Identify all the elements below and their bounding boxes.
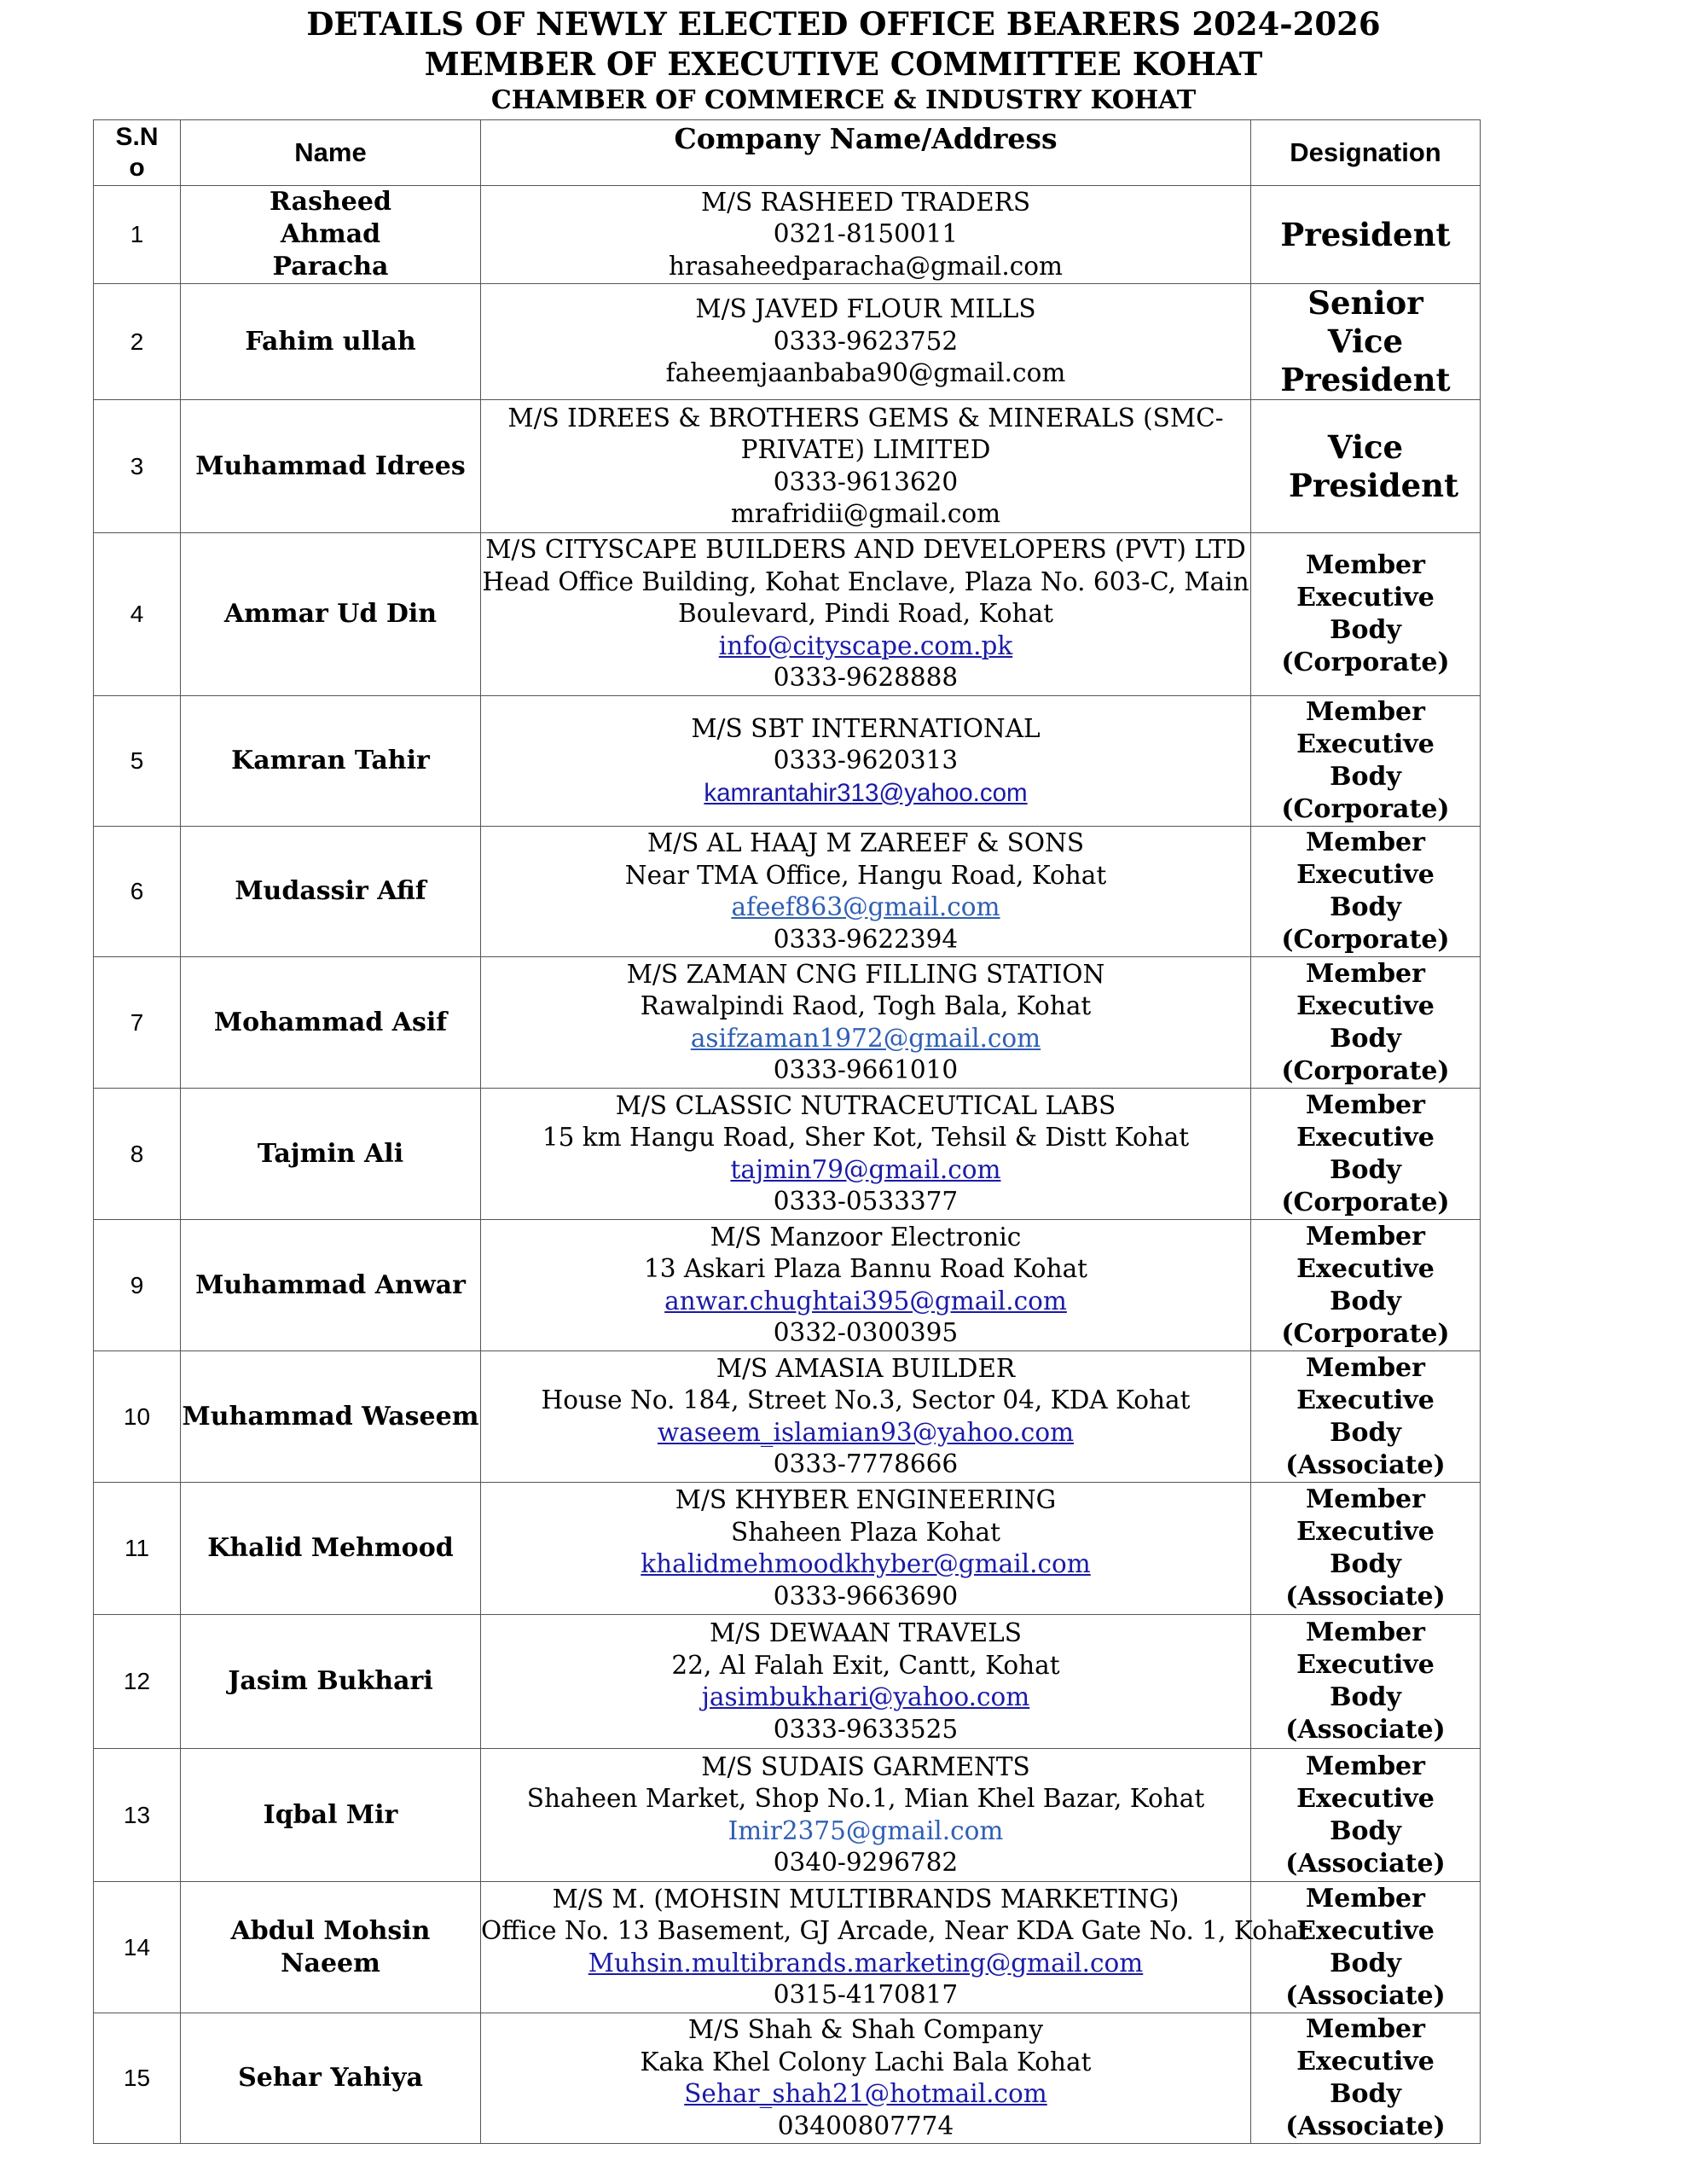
company-address: Office No. 13 Basement, GJ Arcade, Near KDA Gate No. 1, Kohat: [481, 1916, 1309, 1945]
company-email-link[interactable]: Imir2375@gmail.com: [728, 1815, 1004, 1845]
cell-company: [481, 186, 1251, 284]
cell-sno: 4: [94, 533, 181, 696]
company-phone: 0333-7778666: [773, 1449, 959, 1478]
company-name: M/S RASHEED TRADERS: [700, 187, 1031, 217]
title-line-3: CHAMBER OF COMMERCE & INDUSTRY KOHAT: [490, 85, 1197, 115]
cell-sno: 8: [94, 1089, 181, 1220]
company-name: M/S SBT INTERNATIONAL: [691, 713, 1041, 743]
cell-name: Mudassir Afif: [181, 827, 481, 957]
cell-sno: 7: [94, 957, 181, 1089]
cell-company: [481, 827, 1251, 957]
company-email-link[interactable]: Muhsin.multibrands.marketing@gmail.com: [588, 1948, 1144, 1978]
company-phone: 03400807774: [777, 2111, 954, 2140]
company-name: M/S M. (MOHSIN MULTIBRANDS MARKETING): [552, 1884, 1180, 1914]
company-name: M/S KHYBER ENGINEERING: [675, 1485, 1057, 1514]
company-phone: 0333-9613620: [773, 467, 959, 497]
company-address-cont: Boulevard, Pindi Road, Kohat: [678, 599, 1053, 629]
cell-name: Abdul Mohsin Naeem: [181, 1882, 481, 2013]
cell-sno: 3: [94, 400, 181, 533]
cell-designation: Member Executive Body (Associate): [1251, 1483, 1481, 1615]
cell-company: [481, 1483, 1251, 1615]
cell-name: Iqbal Mir: [181, 1749, 481, 1882]
cell-sno: 11: [94, 1483, 181, 1615]
cell-company: [481, 533, 1251, 696]
cell-name: Muhammad Waseem: [181, 1351, 481, 1483]
cell-sno: 13: [94, 1749, 181, 1882]
office-bearers-table: [93, 119, 1481, 2144]
cell-designation: President: [1251, 186, 1481, 284]
company-email-link[interactable]: kamrantahir313@yahoo.com: [704, 778, 1028, 807]
cell-company: [481, 2013, 1251, 2144]
table-row: [94, 1615, 1481, 1749]
cell-designation: Member Executive Body (Corporate): [1251, 1089, 1481, 1220]
cell-sno: 9: [94, 1220, 181, 1351]
cell-name: Muhammad Anwar: [181, 1220, 481, 1351]
company-phone: 0340-9296782: [773, 1848, 959, 1877]
cell-company: [481, 1220, 1251, 1351]
company-address: Kaka Khel Colony Lachi Bala Kohat: [640, 2047, 1092, 2077]
cell-name: Mohammad Asif: [181, 957, 481, 1089]
cell-designation: Member Executive Body (Corporate): [1251, 533, 1481, 696]
company-address: Near TMA Office, Hangu Road, Kohat: [624, 860, 1107, 890]
company-address: Shaheen Market, Shop No.1, Mian Khel Bazar, Kohat: [526, 1784, 1205, 1813]
company-phone: 0333-0533377: [773, 1187, 959, 1216]
cell-name: Tajmin Ali: [181, 1089, 481, 1220]
cell-name: Khalid Mehmood: [181, 1483, 481, 1615]
company-name: M/S AL HAAJ M ZAREEF & SONS: [646, 828, 1085, 857]
company-phone: 0333-9620313: [773, 746, 959, 775]
company-name: M/S AMASIA BUILDER: [716, 1353, 1016, 1383]
table-row: [94, 1351, 1481, 1483]
company-address: Head Office Building, Kohat Enclave, Plaza No. 603-C, Main: [482, 566, 1249, 596]
company-email-link[interactable]: tajmin79@gmail.com: [730, 1154, 1001, 1184]
company-address: 13 Askari Plaza Bannu Road Kohat: [643, 1254, 1088, 1283]
cell-name: Rasheed Ahmad Paracha: [181, 186, 481, 284]
cell-designation: Member Executive Body (Associate): [1251, 1351, 1481, 1483]
table-row: [94, 696, 1481, 827]
company-address: Shaheen Plaza Kohat: [731, 1517, 1000, 1547]
company-email-link[interactable]: info@cityscape.com.pk: [718, 630, 1013, 660]
cell-name: Kamran Tahir: [181, 696, 481, 827]
table-row: [94, 827, 1481, 957]
table-row: [94, 400, 1481, 533]
cell-designation: Member Executive Body (Corporate): [1251, 827, 1481, 957]
company-name: M/S CITYSCAPE BUILDERS AND DEVELOPERS (PVT) LTD: [485, 535, 1246, 565]
header-designation: Designation: [1251, 120, 1481, 186]
table-header-row: [94, 120, 1481, 186]
company-name: M/S CLASSIC NUTRACEUTICAL LABS: [615, 1090, 1116, 1120]
company-phone: 0333-9661010: [773, 1055, 959, 1084]
cell-designation: Member Executive Body (Associate): [1251, 1749, 1481, 1882]
cell-name: Ammar Ud Din: [181, 533, 481, 696]
company-email-link[interactable]: jasimbukhari@yahoo.com: [701, 1682, 1030, 1711]
cell-name: Sehar Yahiya: [181, 2013, 481, 2144]
cell-designation: Senior Vice President: [1251, 284, 1481, 400]
title-line-1: DETAILS OF NEWLY ELECTED OFFICE BEARERS 2024-2026: [306, 5, 1381, 43]
company-address: 22, Al Falah Exit, Cantt, Kohat: [671, 1650, 1060, 1680]
company-email: hrasaheedparacha@gmail.com: [669, 251, 1063, 281]
cell-sno: 5: [94, 696, 181, 827]
company-phone: 0333-9663690: [773, 1581, 959, 1611]
cell-sno: 12: [94, 1615, 181, 1749]
cell-company: [481, 400, 1251, 533]
table-row: [94, 533, 1481, 696]
table-row: [94, 1220, 1481, 1351]
company-email-link[interactable]: asifzaman1972@gmail.com: [690, 1023, 1041, 1053]
company-phone: 0333-9623752: [773, 326, 959, 356]
cell-name: Fahim ullah: [181, 284, 481, 400]
company-email-link[interactable]: Sehar_shah21@hotmail.com: [684, 2079, 1047, 2108]
company-email-link[interactable]: waseem_islamian93@yahoo.com: [657, 1417, 1075, 1447]
header-name: Name: [181, 120, 481, 186]
cell-sno: 1: [94, 186, 181, 284]
cell-designation: Vice President: [1251, 400, 1481, 533]
cell-company: [481, 284, 1251, 400]
cell-company: [481, 1749, 1251, 1882]
cell-company: [481, 1351, 1251, 1483]
table-row: [94, 957, 1481, 1089]
company-phone: 0321-8150011: [773, 219, 959, 249]
company-phone: 0333-9633525: [773, 1714, 959, 1744]
company-address: 15 km Hangu Road, Sher Kot, Tehsil & Distt Kohat: [542, 1123, 1190, 1152]
company-name: M/S JAVED FLOUR MILLS: [695, 294, 1036, 324]
company-email-link[interactable]: anwar.chughtai395@gmail.com: [664, 1286, 1067, 1316]
cell-company: [481, 957, 1251, 1089]
cell-sno: 14: [94, 1882, 181, 2013]
company-email-link[interactable]: afeef863@gmail.com: [731, 892, 1000, 921]
company-name: M/S SUDAIS GARMENTS: [701, 1751, 1030, 1781]
table-row: [94, 1483, 1481, 1615]
company-email: faheemjaanbaba90@gmail.com: [665, 358, 1066, 388]
company-phone: 0315-4170817: [773, 1980, 959, 2009]
cell-designation: Member Executive Body (Associate): [1251, 2013, 1481, 2144]
cell-company: [481, 696, 1251, 827]
table-row: [94, 186, 1481, 284]
cell-name: Jasim Bukhari: [181, 1615, 481, 1749]
company-name-cont: PRIVATE) LIMITED: [740, 435, 991, 464]
company-address: House No. 184, Street No.3, Sector 04, KDA Kohat: [541, 1385, 1191, 1414]
cell-designation: Member Executive Body (Corporate): [1251, 957, 1481, 1089]
company-phone: 0333-9622394: [773, 924, 959, 954]
table-row: [94, 2013, 1481, 2144]
cell-company: [481, 1615, 1251, 1749]
cell-designation: Member Executive Body (Associate): [1251, 1882, 1481, 2013]
cell-designation: Member Executive Body (Corporate): [1251, 1220, 1481, 1351]
cell-sno: 2: [94, 284, 181, 400]
company-email: mrafridii@gmail.com: [730, 499, 1001, 528]
cell-company: [481, 1089, 1251, 1220]
header-company: Company Name/Address: [481, 120, 1251, 186]
cell-name: Muhammad Idrees: [181, 400, 481, 533]
document-title: [0, 3, 1687, 118]
company-phone: 0332-0300395: [773, 1318, 959, 1347]
title-line-2: MEMBER OF EXECUTIVE COMMITTEE KOHAT: [424, 45, 1263, 83]
cell-sno: 6: [94, 827, 181, 957]
cell-designation: Member Executive Body (Corporate): [1251, 696, 1481, 827]
company-name: M/S IDREES & BROTHERS GEMS & MINERALS (SMC-: [507, 403, 1224, 433]
cell-company: [481, 1882, 1309, 2013]
cell-sno: 15: [94, 2013, 181, 2144]
company-name: M/S ZAMAN CNG FILLING STATION: [626, 959, 1105, 989]
company-name: M/S Shah & Shah Company: [687, 2015, 1044, 2044]
table-row: [94, 1089, 1481, 1220]
table-row: [94, 1882, 1481, 2013]
company-email-link[interactable]: khalidmehmoodkhyber@gmail.com: [641, 1549, 1091, 1578]
company-name: M/S DEWAAN TRAVELS: [710, 1618, 1022, 1647]
cell-designation: Member Executive Body (Associate): [1251, 1615, 1481, 1749]
company-phone: 0333-9628888: [773, 663, 959, 693]
header-sno: S.No: [94, 120, 181, 186]
cell-sno: 10: [94, 1351, 181, 1483]
table-row: [94, 284, 1481, 400]
table-row: [94, 1749, 1481, 1882]
company-address: Rawalpindi Raod, Togh Bala, Kohat: [640, 991, 1092, 1020]
company-name: M/S Manzoor Electronic: [710, 1222, 1022, 1252]
